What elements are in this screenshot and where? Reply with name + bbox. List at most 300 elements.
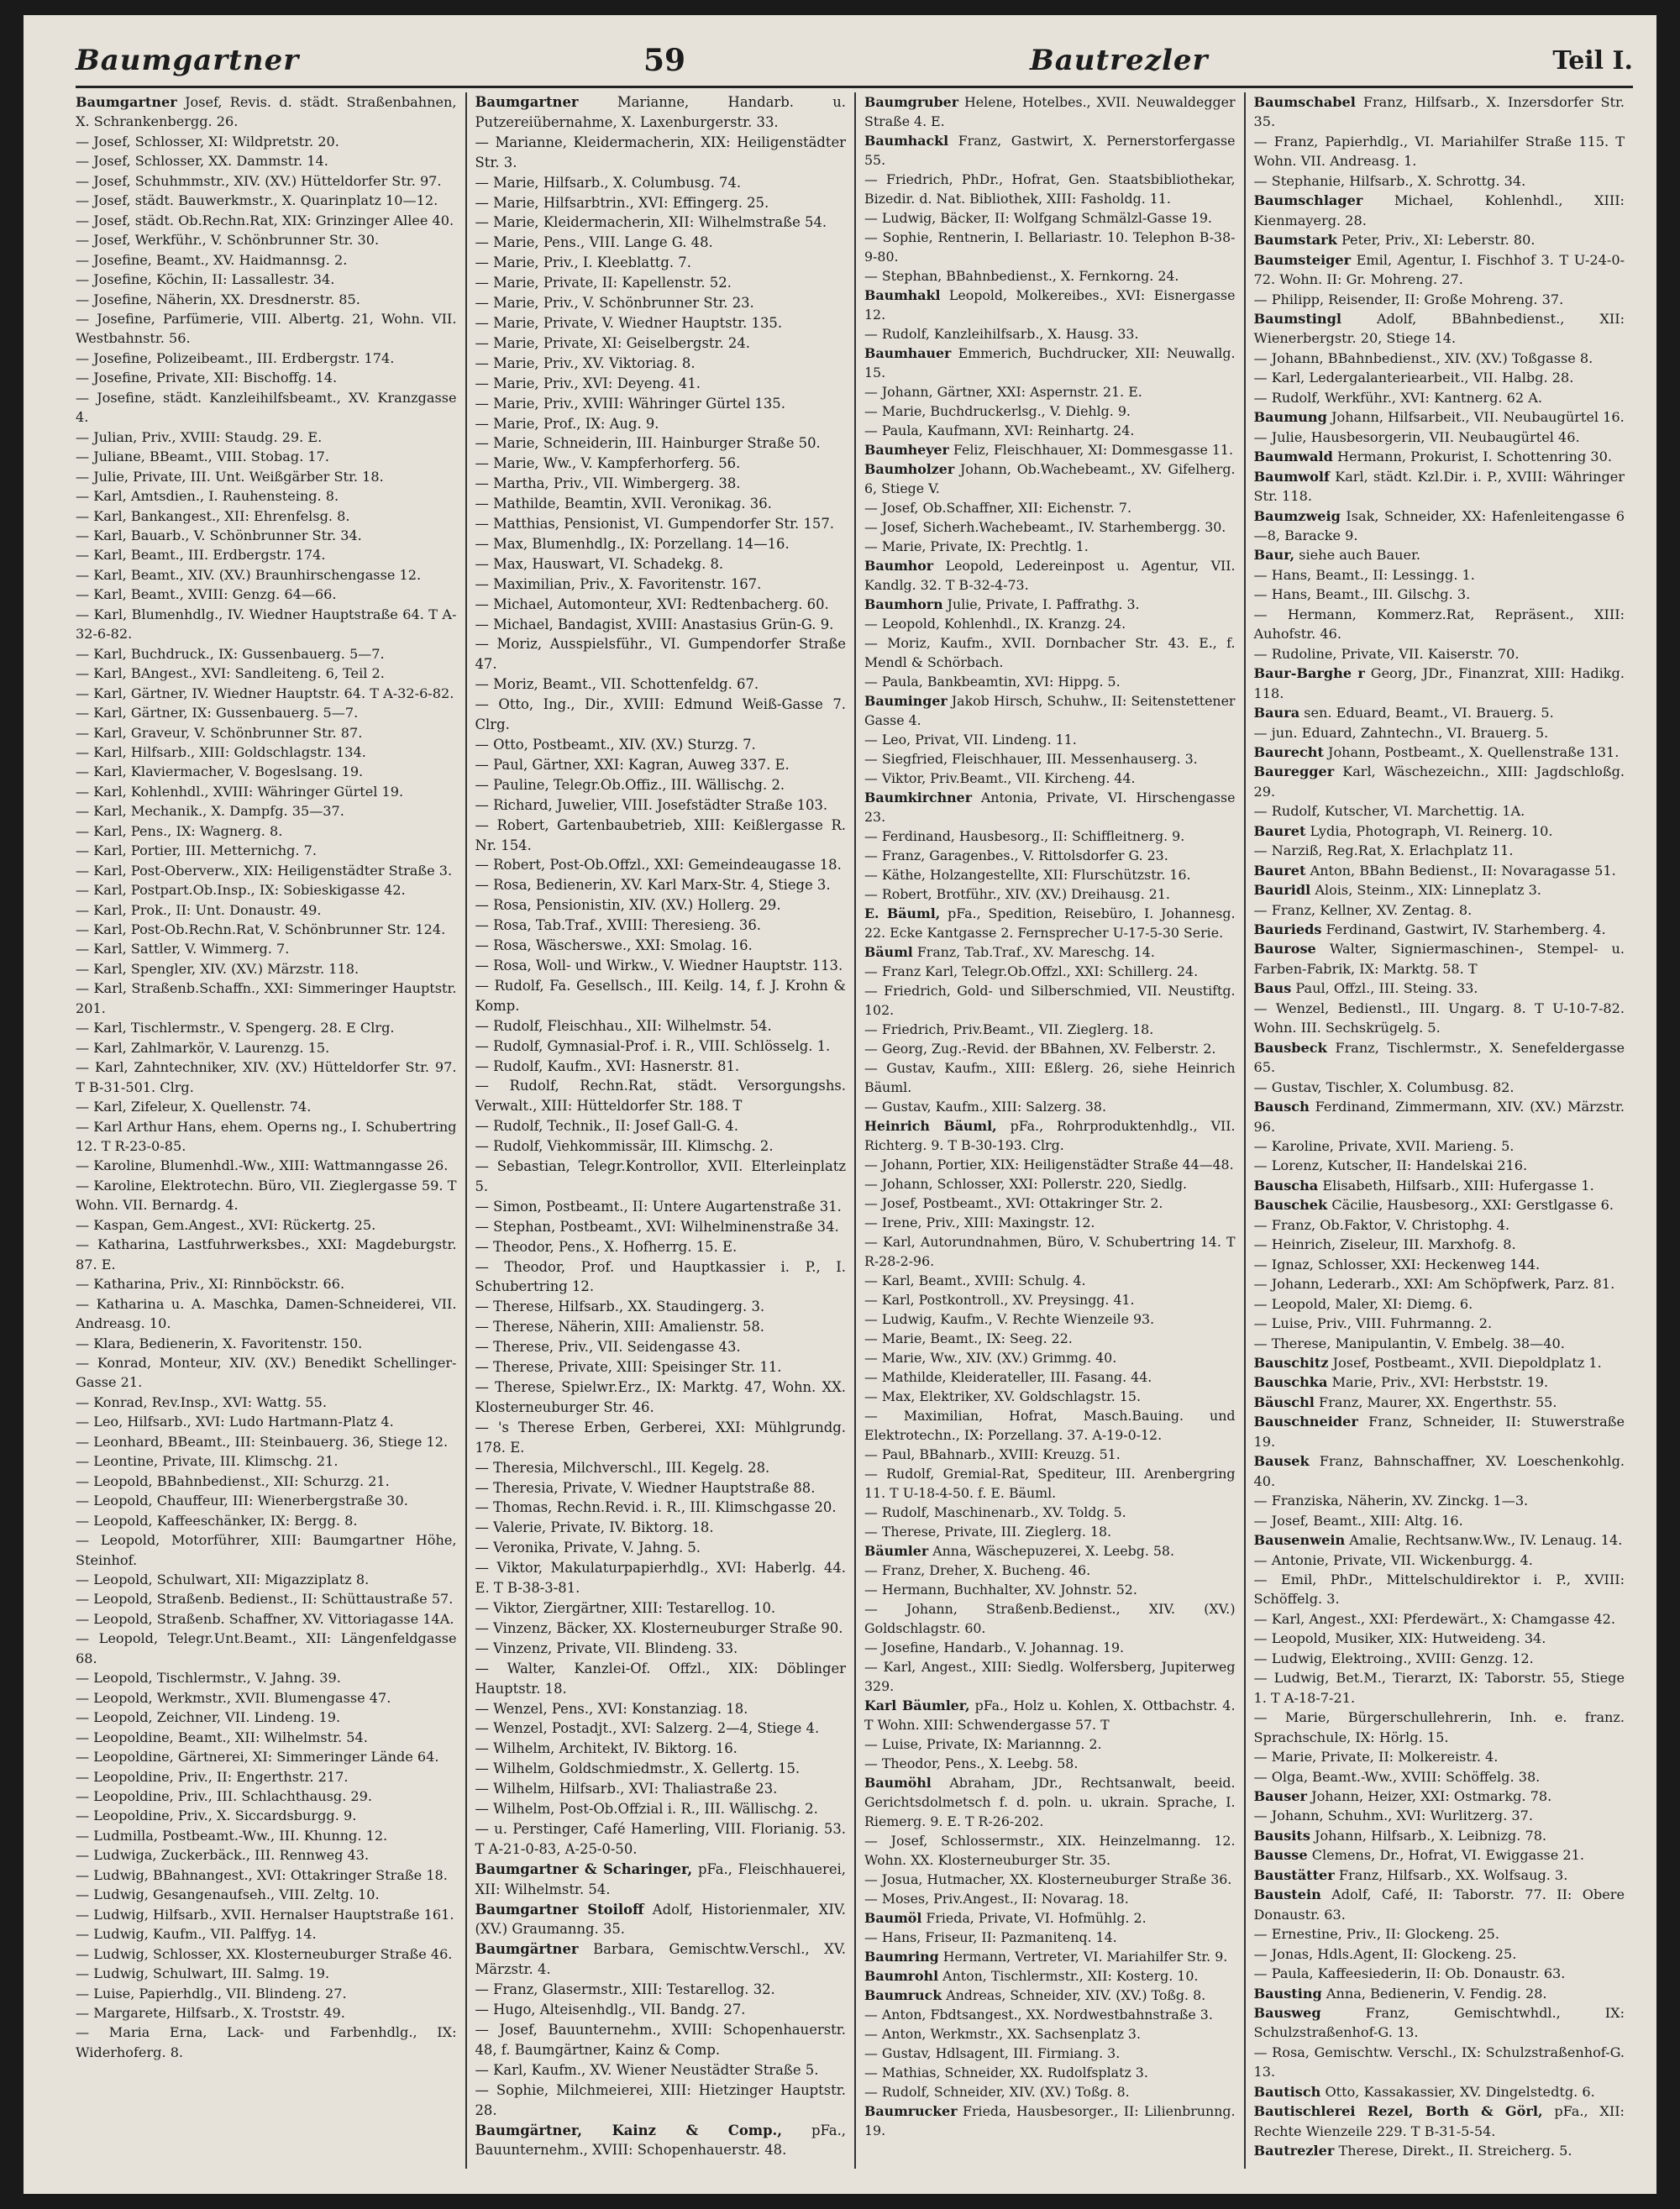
directory-entry	[76, 959, 457, 979]
entry-text: — Käthe, Holzangestellte, XII: Flurschützstr. 16.	[864, 867, 1191, 883]
entry-surname: Bausenwein	[1253, 1532, 1346, 1549]
entry-text: — Lorenz, Kutscher, II: Handelskai 216.	[1253, 1157, 1528, 1174]
directory-entry	[76, 1885, 457, 1904]
entry-surname: Bauscha	[1253, 1177, 1319, 1194]
directory-entry	[76, 191, 457, 210]
directory-entry	[1254, 939, 1625, 979]
directory-entry	[1254, 644, 1625, 664]
entry-text: — Johann, Straßenb.Bedienst., XIV. (XV.) Goldschlagstr. 60.	[864, 1601, 1236, 1636]
directory-entry	[864, 344, 1236, 382]
directory-entry	[475, 1337, 847, 1357]
directory-entry	[475, 394, 847, 414]
directory-entry	[1254, 979, 1625, 998]
directory-entry	[864, 846, 1236, 865]
entry-text: Karl, Wäschezeichn., XIII: Jagdschloßg. 29.	[1253, 763, 1625, 800]
directory-entry	[1254, 1629, 1625, 1648]
entry-text: — Julie, Private, III. Unt. Weißgärber Str. 18.	[76, 468, 384, 485]
entry-text: — Karl, Gärtner, IV. Wiedner Hauptstr. 64. T A-32-6-82.	[76, 685, 454, 701]
entry-surname: Baumöhl	[864, 1775, 932, 1791]
entry-surname: Bausch	[1253, 1099, 1310, 1115]
directory-entry	[1254, 1865, 1625, 1885]
directory-entry	[76, 486, 457, 506]
entry-surname: Baumsteiger	[1253, 251, 1352, 268]
directory-entry	[1254, 309, 1625, 349]
directory-entry	[864, 1986, 1236, 2005]
entry-text: Michael, Kohlenhdl., XIII: Kienmayerg. 28.	[1253, 192, 1625, 228]
entry-text: — Franz Karl, Telegr.Ob.Offzl., XXI: Schillerg. 24.	[864, 963, 1199, 979]
entry-text: — Josefine, Polizeibeamt., III. Erdbergstr. 174.	[76, 349, 395, 366]
entry-text: — Paula, Bankbeamtin, XVI: Hippg. 5.	[864, 674, 1121, 690]
entry-surname: Baumwald	[1253, 449, 1333, 465]
directory-entry	[864, 865, 1236, 884]
entry-text: — Josefine, Parfümerie, VIII. Albertg. 21, Wohn. VII. Westbahnstr. 56.	[76, 310, 457, 347]
entry-text: — Moriz, Kaufm., XVII. Dornbacher Str. 43. E., f. Mendl & Schörbach.	[864, 635, 1236, 670]
directory-entry	[1254, 1215, 1625, 1235]
entry-text: — Karl, Kaufm., XV. Wiener Neustädter Straße 5.	[475, 2061, 819, 2078]
directory-entry	[1254, 1550, 1625, 1570]
entry-surname: Bauminger	[864, 693, 948, 709]
entry-text: — Viktor, Ziergärtner, XIII: Testarellog. 10.	[475, 1599, 776, 1616]
directory-entry	[475, 1498, 847, 1518]
entry-surname: Baustätter	[1253, 1866, 1335, 1883]
directory-entry	[76, 1294, 457, 1334]
entry-text: — Emil, PhDr., Mittelschuldirektor i. P., XVIII: Schöffelg. 3.	[1253, 1571, 1625, 1608]
directory-entry	[76, 1511, 457, 1530]
directory-entry	[864, 1870, 1236, 1889]
entry-surname: Baura	[1253, 705, 1300, 721]
entry-text: — Johann, Schlosser, XXI: Pollerstr. 220, Siedlg.	[864, 1176, 1188, 1192]
entry-text: — Josef, Ob.Schaffner, XII: Eichenstr. 7.	[864, 500, 1131, 516]
directory-entry	[76, 1412, 457, 1431]
entry-text: — Robert, Gartenbaubetrieb, XIII: Keißlergasse R. Nr. 154.	[475, 816, 846, 853]
directory-entry	[475, 855, 847, 875]
entry-text: — Michael, Automonteur, XVI: Redtenbacherg. 60.	[475, 596, 829, 612]
entry-text: — Marie, Private, V. Wiedner Hauptstr. 135.	[475, 314, 783, 331]
directory-entry	[475, 293, 847, 313]
directory-entry	[475, 1598, 847, 1619]
directory-entry	[864, 1657, 1236, 1696]
directory-entry	[475, 1659, 847, 1699]
entry-text: — Marie, Bürgerschullehrerin, Inh. e. franz. Sprachschule, IX: Hörlg. 15.	[1253, 1709, 1625, 1745]
directory-entry	[1254, 1195, 1625, 1215]
entry-text: Paul, Offzl., III. Steing. 33.	[1295, 980, 1478, 997]
directory-entry	[864, 1445, 1236, 1464]
directory-entry	[1254, 841, 1625, 860]
entry-text: Johann, Ob.Wachebeamt., XV. Gifelherg. 6, Stiege V.	[864, 461, 1236, 496]
entry-text: — Vinzenz, Bäcker, XX. Klosterneuburger Straße 90.	[475, 1619, 843, 1636]
entry-text: — Heinrich, Ziseleur, III. Marxhofg. 8.	[1253, 1236, 1516, 1253]
entry-text: — Josefine, Näherin, XX. Dresdnerstr. 85.	[76, 291, 360, 307]
entry-text: Clemens, Dr., Hofrat, VI. Ewiggasse 21.	[1311, 1847, 1585, 1864]
entry-text: — Marie, Schneiderin, III. Hainburger Straße 50.	[475, 435, 821, 452]
directory-entry	[864, 537, 1236, 556]
directory-entry	[1254, 1294, 1625, 1314]
entry-text: — Stephan, Postbeamt., XVI: Wilhelminenstraße 34.	[475, 1218, 839, 1235]
directory-entry	[76, 1708, 457, 1727]
entry-text: — Karl, Blumenhdlg., IV. Wiedner Hauptstraße 64. T A-32-6-82.	[76, 606, 457, 643]
entry-text: — Max, Blumenhdlg., IX: Porzellang. 14—16.	[475, 535, 790, 552]
entry-text: — Josefine, Köchin, II: Lassallestr. 34.	[76, 271, 335, 288]
directory-entry	[864, 266, 1236, 286]
part-label: Teil I.	[1552, 45, 1633, 76]
directory-entry	[76, 388, 457, 428]
entry-text: — Franziska, Näherin, XV. Zinckg. 1—3.	[1253, 1493, 1529, 1509]
directory-page	[24, 15, 1656, 2194]
entry-text: — Therese, Hilfsarb., XX. Staudingerg. 3.	[475, 1299, 765, 1315]
entry-text: — Leopold, BBahnbedienst., XII: Schurzg. 21.	[76, 1472, 390, 1489]
entry-text: — Leopold, Chauffeur, III: Wienerbergstraße 30.	[76, 1493, 408, 1509]
entry-text: — Karl, Straßenb.Schaffn., XXI: Simmeringer Hauptstr. 201.	[76, 980, 457, 1016]
entry-text: — Rudolf, Kaufm., XVI: Hasnerstr. 81.	[475, 1057, 740, 1074]
directory-entry	[475, 795, 847, 816]
entry-text: Josef, Postbeamt., XVII. Diepoldplatz 1.	[1332, 1355, 1602, 1371]
directory-entry	[864, 459, 1236, 498]
entry-text: — Marie, Priv., V. Schönbrunner Str. 23.	[475, 295, 754, 312]
directory-entry	[1254, 1372, 1625, 1392]
entry-text: — Konrad, Rev.Insp., XVI: Wattg. 55.	[76, 1393, 328, 1410]
entry-text: — Rudolf, Werkführ., XVI: Kantnerg. 62 A.	[1253, 389, 1542, 406]
directory-entry	[1254, 1649, 1625, 1668]
directory-entry	[1254, 1826, 1625, 1845]
directory-entry	[475, 936, 847, 956]
directory-entry	[864, 672, 1236, 691]
directory-entry	[864, 1947, 1236, 1966]
directory-entry	[76, 1609, 457, 1629]
directory-entry	[76, 171, 457, 191]
entry-text: — Stephan, BBahnbedienst., X. Fernkorng. 24.	[864, 268, 1179, 284]
entry-text: — Rudolf, Technik., II: Josef Gall-G. 4.	[475, 1118, 738, 1135]
entry-text: Frieda, Private, VI. Hofmühlg. 2.	[926, 1910, 1147, 1926]
entry-surname: Baumstark	[1253, 232, 1337, 249]
entry-text: — Gustav, Kaufm., XIII: Salzerg. 38.	[864, 1099, 1106, 1115]
entry-text: — jun. Eduard, Zahntechn., VI. Brauerg. 5.	[1253, 724, 1549, 741]
directory-entry	[475, 534, 847, 554]
directory-entry	[475, 1157, 847, 1197]
entry-text: — Sophie, Rentnerin, I. Bellariastr. 10. Telephon B-38-9-80.	[864, 229, 1236, 265]
directory-entry	[475, 1939, 847, 1980]
entry-text: — Ernestine, Priv., II: Glockeng. 25.	[1253, 1926, 1499, 1943]
entry-surname: Bausek	[1253, 1453, 1310, 1470]
entry-text: Antonia, Private, VI. Hirschengasse 23.	[864, 790, 1236, 825]
directory-entry	[1254, 2141, 1625, 2160]
entry-surname: Bausse	[1253, 1847, 1308, 1864]
entry-text: — Leopold, Tischlermstr., V. Jahng. 39.	[76, 1670, 341, 1687]
entry-text: — Wilhelm, Hilfsarb., XVI: Thaliastraße 23.	[475, 1781, 778, 1797]
entry-text: — Moses, Priv.Angest., II: Novarag. 18.	[864, 1891, 1129, 1907]
entry-surname: Baumhorn	[864, 596, 943, 612]
directory-entry	[76, 2023, 457, 2062]
entry-text: siehe auch Bauer.	[1299, 547, 1421, 564]
entry-text: — Karl, Spengler, XIV. (XV.) Märzstr. 118.	[76, 960, 360, 977]
entry-text: Emil, Agentur, I. Fischhof 3. T U-24-0-72. Wohn. II: Gr. Mohreng. 27.	[1253, 251, 1625, 288]
directory-entry	[864, 595, 1236, 614]
entry-text: — Karl, Kohlenhdl., XVIII: Währinger Gürtel 19.	[76, 783, 404, 800]
directory-entry	[475, 374, 847, 394]
directory-entry	[864, 440, 1236, 459]
directory-entry	[864, 1541, 1236, 1561]
directory-entry	[475, 1699, 847, 1719]
entry-surname: Baustein	[1253, 1886, 1321, 1903]
entry-text: — Luise, Priv., VIII. Fuhrmanng. 2.	[1253, 1315, 1493, 1332]
directory-entry	[1254, 605, 1625, 644]
entry-text: — Leo, Hilfsarb., XVI: Ludo Hartmann-Platz 4.	[76, 1414, 394, 1430]
entry-text: — Karl, Buchdruck., IX: Gussenbauerg. 5—7.	[76, 645, 385, 662]
entry-surname: Bausweg	[1253, 2004, 1321, 2021]
directory-entry	[1254, 801, 1625, 821]
directory-entry	[1254, 1570, 1625, 1609]
entry-text: Alois, Steinm., XIX: Linneplatz 3.	[1315, 882, 1541, 899]
entry-text: — Franz, Garagenbes., V. Rittolsdorfer G. 23.	[864, 847, 1168, 863]
entry-text: Otto, Kassakassier, XV. Dingelstedtg. 6.	[1325, 2083, 1595, 2100]
directory-entry	[1254, 349, 1625, 368]
entry-text: — Franz, Dreher, X. Bucheng. 46.	[864, 1562, 1091, 1578]
entry-text: — Therese, Spielwr.Erz., IX: Marktg. 47, Wohn. XX. Klosterneuburger Str. 46.	[475, 1379, 846, 1415]
entry-text: — Wenzel, Postadjt., XVI: Salzerg. 2—4, Stiege 4.	[475, 1720, 820, 1737]
directory-entry	[76, 1984, 457, 2003]
entry-text: — Leopold, Schulwart, XII: Migazziplatz 8.	[76, 1571, 370, 1587]
directory-entry	[475, 2080, 847, 2121]
entry-text: — Matthias, Pensionist, VI. Gumpendorfer Str. 157.	[475, 516, 834, 533]
directory-entry	[864, 1387, 1236, 1406]
entry-text: Franz, Gastwirt, X. Pernerstorfergasse 55.	[864, 133, 1236, 168]
directory-entry	[1254, 2043, 1625, 2082]
directory-entry	[76, 1018, 457, 1037]
entry-text: — Leontine, Private, III. Klimschg. 21.	[76, 1453, 339, 1470]
entry-text: Leopold, Ledereinpost u. Agentur, VII. Kandlg. 32. T B-32-4-73.	[864, 558, 1236, 593]
entry-text: — Marie, Ww., XIV. (XV.) Grimmg. 40.	[864, 1350, 1117, 1366]
directory-entry	[1254, 1668, 1625, 1708]
entry-text: Franz, Gemischtwhdl., IX: Schulzstraßenhof-G. 13.	[1253, 2004, 1625, 2041]
entry-surname: Baumhor	[864, 558, 934, 574]
entry-text: — Friedrich, Gold- und Silberschmied, VII. Neustiftg. 102.	[864, 983, 1236, 1018]
directory-entry	[864, 401, 1236, 421]
directory-entry	[475, 494, 847, 514]
directory-entry	[475, 333, 847, 354]
directory-entry	[1254, 2101, 1625, 2141]
directory-entry	[864, 1928, 1236, 1947]
entry-text: Franz, Schneider, II: Stuwerstraße 19.	[1253, 1414, 1625, 1450]
directory-entry	[76, 526, 457, 545]
entry-text: Abraham, JDr., Rechtsanwalt, beeid. Gerichtsdolmetsch f. d. poln. u. ukrain. Sprache, I. Riemerg. 9. E. T R-26-202.	[864, 1775, 1236, 1829]
entry-text: — Theresia, Milchverschl., III. Kegelg. 28.	[475, 1459, 770, 1476]
entry-text: — Josef, Schlossermstr., XIX. Heinzelmanng. 12. Wohn. XX. Klosterneuburger Str. 35.	[864, 1833, 1236, 1868]
directory-entry	[475, 1217, 847, 1237]
entry-surname: Baumgartner	[76, 94, 177, 110]
directory-entry	[1254, 132, 1625, 171]
entry-text: Franz, Hilfsarb., X. Inzersdorfer Str. 35.	[1253, 94, 1625, 130]
directory-entry	[76, 644, 457, 664]
entry-surname: Baumruck	[864, 1987, 942, 2003]
entry-text: — Anton, Fbdtsangest., XX. Nordwestbahnstraße 3.	[864, 2007, 1213, 2023]
entry-text: — Maximilian, Priv., X. Favoritenstr. 167.	[475, 575, 762, 592]
entry-text: — Ludwig, Gesangenaufseh., VIII. Zeltg. 10.	[76, 1886, 380, 1903]
entry-text: — Josefine, Beamt., XV. Haidmannsg. 2.	[76, 251, 348, 268]
entry-text: Franz, Bahnschaffner, XV. Loeschenkohlg. 40.	[1253, 1453, 1625, 1489]
directory-entry	[864, 1194, 1236, 1213]
entry-surname: Baumhakl	[864, 287, 941, 303]
directory-entry	[864, 1097, 1236, 1116]
directory-entry	[864, 730, 1236, 749]
directory-entry	[1254, 664, 1625, 703]
entry-text: — Marie, Private, II: Molkereistr. 4.	[1253, 1749, 1499, 1766]
directory-entry	[864, 517, 1236, 537]
entry-surname: Baumrucker	[864, 2103, 958, 2119]
directory-entry	[864, 884, 1236, 904]
directory-entry	[1254, 1944, 1625, 1964]
entry-text: — Karl, Ledergalanteriearbeit., VII. Halbg. 28.	[1253, 370, 1574, 386]
entry-text: — Karl, Portier, III. Metternichg. 7.	[76, 842, 317, 859]
directory-entry	[76, 290, 457, 309]
entry-text: Anna, Bedienerin, V. Fendig. 28.	[1326, 1985, 1547, 2002]
entry-text: Johann, Heizer, XXI: Ostmarkg. 78.	[1311, 1787, 1552, 1804]
entry-text: Leopold, Molkereibes., XVI: Eisnergasse 12.	[864, 287, 1236, 323]
header-right-headword: Bautrezler	[1029, 44, 1209, 77]
entry-text: — Josefine, Handarb., V. Johannag. 19.	[864, 1640, 1125, 1655]
entry-text: — Richard, Juwelier, VIII. Josefstädter Straße 103.	[475, 796, 828, 813]
directory-entry	[1254, 1136, 1625, 1156]
entry-surname: Baumgartner & Scharinger,	[475, 1860, 693, 1877]
entry-text: — Wilhelm, Architekt, IV. Biktorg. 16.	[475, 1740, 738, 1757]
directory-entry	[864, 1734, 1236, 1754]
entry-text: — Marie, Hilfsarb., X. Columbusg. 74.	[475, 174, 742, 191]
entry-text: — Karl, Amtsdien., I. Rauhensteing. 8.	[76, 488, 339, 505]
directory-entry	[76, 939, 457, 958]
directory-entry	[76, 585, 457, 604]
entry-surname: Bauschka	[1253, 1374, 1328, 1391]
entry-text: — Marianne, Kleidermacherin, XIX: Heiligenstädter Str. 3.	[475, 134, 846, 171]
entry-text: — Therese, Priv., VII. Seidengasse 43.	[475, 1339, 741, 1356]
directory-entry	[76, 1451, 457, 1471]
entry-surname: Baumöl	[864, 1910, 922, 1926]
directory-entry	[1254, 1964, 1625, 1983]
directory-entry	[475, 976, 847, 1016]
directory-entry	[76, 1570, 457, 1589]
directory-entry	[475, 133, 847, 173]
directory-entry	[864, 1174, 1236, 1194]
directory-entry	[864, 498, 1236, 517]
directory-entry	[1254, 1274, 1625, 1293]
entry-surname: Baumschabel	[1253, 94, 1356, 110]
directory-entry	[864, 788, 1236, 826]
directory-entry	[475, 775, 847, 795]
directory-entry	[864, 2082, 1236, 2101]
entry-text: — Therese, Private, XIII: Speisinger Str. 11.	[475, 1359, 782, 1376]
entry-text: — Ferdinand, Hausbesorg., II: Schiffleitnerg. 9.	[864, 828, 1185, 844]
directory-entry	[475, 1518, 847, 1538]
entry-text: — Hans, Friseur, II: Pazmanitenq. 14.	[864, 1929, 1117, 1945]
entry-text: — Marie, Priv., I. Kleeblattg. 7.	[475, 254, 691, 271]
directory-entry	[475, 1317, 847, 1337]
entry-text: — Johann, BBahnbedienst., XIV. (XV.) Toßgasse 8.	[1253, 349, 1593, 366]
entry-text: Elisabeth, Hilfsarb., XIII: Hufergasse 1.	[1322, 1177, 1594, 1194]
directory-entry	[1254, 1806, 1625, 1825]
entry-text: — Ludwig, Kaufm., V. Rechte Wienzeile 93.	[864, 1311, 1155, 1327]
directory-entry	[76, 1334, 457, 1353]
entry-surname: Bäumler	[864, 1543, 929, 1559]
directory-entry	[1254, 1767, 1625, 1787]
entry-text: — Karl, Bauarb., V. Schönbrunner Str. 34.	[76, 527, 362, 543]
entry-text: — Paula, Kaufmann, XVI: Reinhartg. 24.	[864, 422, 1135, 438]
entry-text: — Therese, Näherin, XIII: Amalienstr. 58.	[475, 1319, 765, 1335]
directory-entry	[475, 1257, 847, 1298]
entry-text: — Friedrich, PhDr., Hofrat, Gen. Staatsbibliothekar, Bizedir. d. Nat. Bibliothek, XIII: Fasholdg. 11.	[864, 171, 1236, 207]
entry-text: Adolf, Café, II: Taborstr. 77. II: Obere Donaustr. 63.	[1253, 1886, 1625, 1923]
directory-entry	[864, 286, 1236, 324]
directory-entry	[475, 173, 847, 193]
directory-entry	[864, 769, 1236, 788]
directory-entry	[1254, 999, 1625, 1038]
entry-text: — Karl, Prok., II: Unt. Donaustr. 49.	[76, 901, 322, 918]
entry-text: — Konrad, Monteur, XIV. (XV.) Benedikt Schellinger-Gasse 21.	[76, 1355, 457, 1391]
entry-surname: Baumgärtner, Kainz & Comp.,	[475, 2122, 782, 2138]
entry-text: — Karl, Zifeleur, X. Quellenstr. 74.	[76, 1099, 312, 1115]
entry-surname: Bausits	[1253, 1827, 1310, 1844]
directory-entry	[475, 2000, 847, 2020]
directory-entry	[475, 233, 847, 253]
entry-surname: Bauschitz	[1253, 1355, 1329, 1371]
entry-text: Franz, Hilfsarb., XX. Wolfsaug. 3.	[1338, 1866, 1568, 1883]
entry-text: — Karl, Zahntechniker, XIV. (XV.) Hütteldorfer Str. 97. T B-31-501. Clrg.	[76, 1059, 457, 1095]
directory-entry	[475, 1980, 847, 2000]
entry-text: — Rudolf, Fa. Gesellsch., III. Keilg. 14, f. J. Krohn & Komp.	[475, 977, 846, 1014]
entry-text: — Karl, Angest., XIII: Siedlg. Wolfersberg, Jupiterweg 329.	[864, 1659, 1236, 1694]
entry-text: Feliz, Fleischhauer, XI: Dommesgasse 11.	[953, 442, 1233, 458]
directory-entry	[864, 1908, 1236, 1928]
entry-text: — Gustav, Tischler, X. Columbusg. 82.	[1253, 1078, 1515, 1095]
directory-entry	[76, 1432, 457, 1451]
directory-entry	[1254, 762, 1625, 801]
entry-text: — Josef, städt. Bauwerkmstr., X. Quarinplatz 10—12.	[76, 192, 438, 209]
entry-text: — Therese, Manipulantin, V. Embelg. 38—40.	[1253, 1335, 1565, 1351]
entry-text: — Ludwig, BBahnangest., XVI: Ottakringer Straße 18.	[76, 1866, 448, 1883]
entry-text: — Leopold, Telegr.Unt.Beamt., XII: Längenfeldgasse 68.	[76, 1630, 457, 1666]
entry-text: — Josef, städt. Ob.Rechn.Rat, XIX: Grinzinger Allee 40.	[76, 212, 454, 228]
directory-entry	[864, 2024, 1236, 2044]
directory-entry	[76, 880, 457, 900]
directory-entry	[475, 1799, 847, 1819]
directory-entry	[864, 208, 1236, 228]
entry-text: — Karl, Graveur, V. Schönbrunner Str. 87.	[76, 724, 363, 741]
directory-entry	[76, 920, 457, 939]
entry-surname: Heinrich Bäuml,	[864, 1118, 997, 1134]
directory-entry	[864, 1348, 1236, 1367]
directory-entry	[475, 1116, 847, 1136]
directory-entry	[475, 193, 847, 213]
entry-text: — Leopoldine, Priv., II: Engerthstr. 217.	[76, 1768, 349, 1785]
entry-text: — Ludwig, Elektroing., XVIII: Genzg. 12.	[1253, 1650, 1534, 1666]
entry-text: — Gustav, Kaufm., XIII: Eßlerg. 26, siehe Heinrich Bäuml.	[864, 1060, 1236, 1095]
directory-entry	[864, 1696, 1236, 1734]
directory-entry	[76, 1097, 457, 1116]
entry-text: — Martha, Priv., VII. Wimbergerg. 38.	[475, 475, 741, 492]
directory-entry	[76, 684, 457, 703]
entry-text: Ferdinand, Zimmermann, XIV. (XV.) Märzstr. 96.	[1253, 1099, 1625, 1135]
directory-entry	[864, 691, 1236, 730]
directory-entry	[475, 92, 847, 133]
entry-text: — Rudolf, Kutscher, VI. Marchettig. 1A.	[1253, 803, 1525, 820]
entry-text: — Karl, Beamt., XIV. (XV.) Braunhirschengasse 12.	[76, 566, 422, 583]
entry-surname: Baumheyer	[864, 442, 949, 458]
entry-text: — Rosa, Tab.Traf., XVIII: Theresieng. 36.	[475, 917, 761, 934]
entry-surname: Baurieds	[1253, 921, 1322, 938]
entry-surname: E. Bäuml,	[864, 905, 941, 921]
directory-entry	[76, 782, 457, 801]
directory-entry	[475, 1136, 847, 1157]
entry-text: — Leopold, Kaffeeschänker, IX: Bergg. 8.	[76, 1512, 358, 1529]
directory-entry	[864, 228, 1236, 266]
column-2	[465, 92, 855, 2169]
entry-text: — Leopoldine, Beamt., XII: Wilhelmstr. 54.	[76, 1729, 368, 1745]
